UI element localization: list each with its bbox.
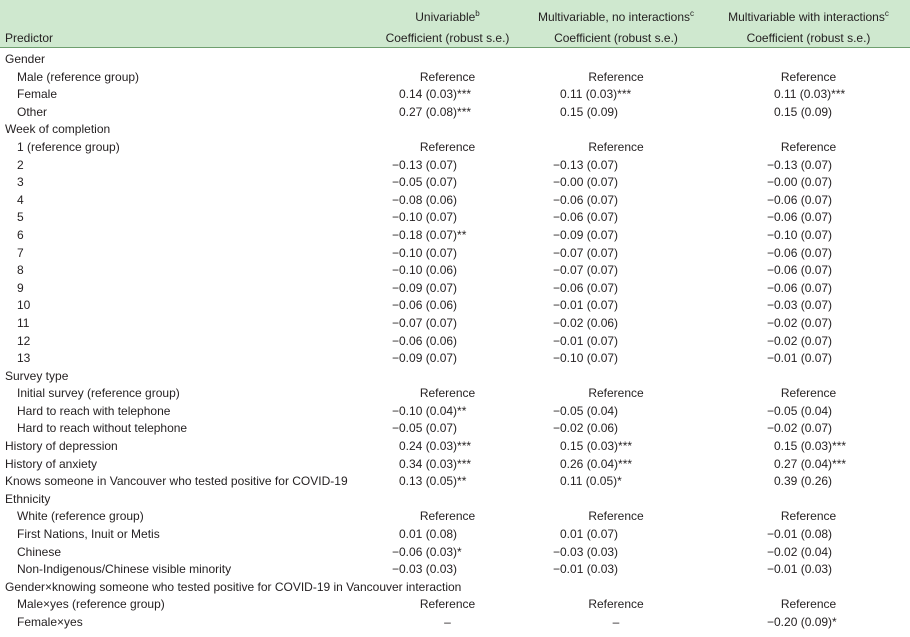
table-row <box>0 121 910 139</box>
univariable-value <box>370 48 525 69</box>
multivariable-no-interactions-value: −0.01 (0.03) <box>553 562 619 577</box>
univariable-value: −0.10 (0.06) <box>392 263 458 278</box>
table-row <box>0 385 910 403</box>
univariable-value: 0.24 (0.03)*** <box>399 439 472 454</box>
univariable-value: Reference <box>419 509 476 524</box>
multivariable-no-interactions-value: −0.02 (0.06) <box>553 315 619 330</box>
multivariable-no-interactions-value <box>525 121 707 139</box>
col-subheader-multivariable-with-interactions: Coefficient (robust s.e.) <box>746 31 871 45</box>
predictor-label: Chinese <box>17 544 62 559</box>
univariable-value <box>370 121 525 139</box>
univariable-value: 0.01 (0.08) <box>399 527 458 542</box>
predictor-label: Hard to reach with telephone <box>17 403 171 418</box>
multivariable-with-interactions-value <box>707 48 910 69</box>
table-row <box>0 280 910 298</box>
multivariable-no-interactions-value: 0.11 (0.05)* <box>560 474 622 489</box>
predictor-label: Ethnicity <box>5 491 51 506</box>
univariable-value: 0.27 (0.08)*** <box>399 104 472 119</box>
predictor-label: Male (reference group) <box>17 69 140 84</box>
multivariable-no-interactions-value: Reference <box>588 139 644 154</box>
predictor-label: 10 <box>17 298 31 313</box>
multivariable-no-interactions-value: 0.11 (0.03)*** <box>560 87 632 102</box>
table-row <box>0 456 910 474</box>
multivariable-with-interactions-value <box>707 491 910 509</box>
table-row <box>0 473 910 491</box>
multivariable-no-interactions-value: −0.01 (0.07) <box>553 298 619 313</box>
table-row <box>0 157 910 175</box>
multivariable-no-interactions-value: 0.26 (0.04)*** <box>560 456 633 471</box>
predictor-label: Hard to reach without telephone <box>17 421 188 436</box>
col-subheader-univariable: Coefficient (robust s.e.) <box>385 31 510 45</box>
predictor-label: 1 (reference group) <box>17 139 120 154</box>
predictor-label: History of depression <box>5 439 118 454</box>
multivariable-with-interactions-value: −0.10 (0.07) <box>767 227 833 242</box>
predictor-label: 11 <box>17 315 30 330</box>
univariable-value: −0.18 (0.07)** <box>392 227 467 242</box>
predictor-label: Gender <box>5 52 46 66</box>
table-row <box>0 192 910 210</box>
table-row <box>0 508 910 526</box>
univariable-value: 0.34 (0.03)*** <box>399 456 472 471</box>
multivariable-no-interactions-value: −0.07 (0.07) <box>553 263 619 278</box>
multivariable-with-interactions-value <box>707 121 910 139</box>
univariable-value: −0.05 (0.07) <box>392 175 458 190</box>
univariable-value: Reference <box>419 597 476 612</box>
multivariable-with-interactions-value: −0.06 (0.07) <box>767 192 833 207</box>
table-row <box>0 526 910 544</box>
multivariable-no-interactions-value: −0.05 (0.04) <box>553 403 619 418</box>
predictor-label: 13 <box>17 351 31 366</box>
univariable-value: −0.10 (0.07) <box>392 245 458 260</box>
multivariable-no-interactions-value: Reference <box>588 386 644 401</box>
univariable-value <box>370 491 525 509</box>
univariable-value: −0.07 (0.07) <box>392 315 458 330</box>
multivariable-no-interactions-value: −0.00 (0.07) <box>553 175 619 190</box>
multivariable-with-interactions-value: −0.06 (0.07) <box>767 280 833 295</box>
multivariable-no-interactions-value: – <box>612 615 620 629</box>
multivariable-no-interactions-value: −0.07 (0.07) <box>553 245 619 260</box>
table-row <box>0 368 910 386</box>
predictor-label: 12 <box>17 333 31 348</box>
table-row <box>0 561 910 579</box>
predictor-label: Other <box>17 104 48 119</box>
multivariable-with-interactions-value: 0.15 (0.03)*** <box>774 439 847 454</box>
table-row <box>0 579 910 597</box>
predictor-label: 3 <box>17 175 24 190</box>
univariable-value: −0.10 (0.04)** <box>392 403 467 418</box>
multivariable-with-interactions-value: −0.20 (0.09)* <box>767 615 837 629</box>
multivariable-with-interactions-value: 0.11 (0.03)*** <box>774 87 846 102</box>
multivariable-no-interactions-value: −0.06 (0.07) <box>553 280 619 295</box>
multivariable-no-interactions-value: Reference <box>588 597 644 612</box>
header-spacer <box>0 0 370 24</box>
multivariable-no-interactions-value: Reference <box>588 69 644 84</box>
predictor-label: Female <box>17 87 58 102</box>
predictor-label: 6 <box>17 227 24 242</box>
multivariable-with-interactions-value: Reference <box>780 509 837 524</box>
table-body <box>0 48 910 632</box>
univariable-value: Reference <box>419 139 476 154</box>
multivariable-with-interactions-value: −0.02 (0.07) <box>767 421 833 436</box>
multivariable-with-interactions-value: 0.15 (0.09) <box>774 104 833 119</box>
univariable-value: −0.06 (0.06) <box>392 298 458 313</box>
predictor-label: 2 <box>17 157 24 172</box>
multivariable-with-interactions-value: −0.05 (0.04) <box>767 403 833 418</box>
multivariable-no-interactions-value: −0.02 (0.06) <box>553 421 619 436</box>
multivariable-with-interactions-value: Reference <box>780 139 837 154</box>
multivariable-with-interactions-value: −0.02 (0.07) <box>767 315 833 330</box>
multivariable-no-interactions-value: −0.06 (0.07) <box>553 192 619 207</box>
multivariable-with-interactions-value: −0.00 (0.07) <box>767 175 833 190</box>
multivariable-no-interactions-value: 0.15 (0.09) <box>560 104 619 119</box>
multivariable-with-interactions-value <box>707 368 910 386</box>
table-row <box>0 86 910 104</box>
univariable-value: −0.13 (0.07) <box>392 157 458 172</box>
multivariable-no-interactions-value: 0.15 (0.03)*** <box>560 439 633 454</box>
multivariable-no-interactions-value: −0.01 (0.07) <box>553 333 619 348</box>
multivariable-with-interactions-value: −0.06 (0.07) <box>767 263 833 278</box>
multivariable-no-interactions-value: −0.09 (0.07) <box>553 227 619 242</box>
univariable-value: −0.08 (0.06) <box>392 192 458 207</box>
table-row <box>0 262 910 280</box>
multivariable-with-interactions-value: Reference <box>780 69 837 84</box>
col-header-multivariable-no-interactions: Multivariable, no interactions$^c$ <box>537 9 695 24</box>
multivariable-with-interactions-value: −0.01 (0.03) <box>767 562 833 577</box>
table-row <box>0 104 910 122</box>
multivariable-with-interactions-value: −0.01 (0.07) <box>767 351 833 366</box>
table-row <box>0 209 910 227</box>
multivariable-with-interactions-value: Reference <box>780 597 837 612</box>
predictor-label: Week of completion <box>5 122 111 137</box>
multivariable-no-interactions-value: −0.06 (0.07) <box>553 210 619 225</box>
univariable-value: Reference <box>419 69 476 84</box>
table-row <box>0 227 910 245</box>
multivariable-with-interactions-value: −0.02 (0.07) <box>767 333 833 348</box>
multivariable-with-interactions-value <box>707 579 910 597</box>
multivariable-with-interactions-value: −0.02 (0.04) <box>767 544 833 559</box>
table-row <box>0 438 910 456</box>
table-row <box>0 614 910 632</box>
univariable-value: −0.03 (0.03) <box>392 562 458 577</box>
predictor-label: Male×yes (reference group) <box>17 597 165 612</box>
predictor-label: Gender×knowing someone who tested positive for COVID-19 in Vancouver interaction <box>5 579 462 594</box>
table-row <box>0 403 910 421</box>
col-header-univariable: Univariable$^b$ <box>415 9 480 24</box>
univariable-value: – <box>444 615 451 629</box>
predictor-label: Survey type <box>5 368 69 383</box>
multivariable-with-interactions-value: Reference <box>780 386 837 401</box>
predictor-label: Knows someone in Vancouver who tested positive for COVID-19 <box>5 474 348 489</box>
table-row <box>0 544 910 562</box>
univariable-value: −0.09 (0.07) <box>392 280 458 295</box>
predictor-label: 4 <box>17 192 24 207</box>
univariable-value: −0.05 (0.07) <box>392 421 458 436</box>
predictor-label: Female×yes <box>17 615 83 629</box>
univariable-value: −0.10 (0.07) <box>392 210 458 225</box>
multivariable-no-interactions-value: −0.03 (0.03) <box>553 544 619 559</box>
table-row <box>0 333 910 351</box>
multivariable-no-interactions-value: −0.13 (0.07) <box>553 157 619 172</box>
multivariable-with-interactions-value: −0.03 (0.07) <box>767 298 833 313</box>
table-row <box>0 297 910 315</box>
predictor-label: Non-Indigenous/Chinese visible minority <box>17 562 232 577</box>
multivariable-with-interactions-value: 0.27 (0.04)*** <box>774 456 847 471</box>
multivariable-no-interactions-value <box>525 491 707 509</box>
univariable-value: −0.09 (0.07) <box>392 351 458 366</box>
predictor-label: History of anxiety <box>5 456 98 471</box>
col-header-predictor: Predictor <box>5 31 54 45</box>
table-header <box>0 0 910 48</box>
univariable-value: 0.14 (0.03)*** <box>399 87 472 102</box>
table-row <box>0 350 910 368</box>
predictor-label: 8 <box>17 263 24 278</box>
univariable-value: 0.13 (0.05)** <box>399 474 467 489</box>
predictor-label: 9 <box>17 280 24 295</box>
predictor-label: White (reference group) <box>17 509 144 524</box>
multivariable-no-interactions-value: Reference <box>588 509 644 524</box>
multivariable-with-interactions-value: −0.06 (0.07) <box>767 245 833 260</box>
col-header-multivariable-with-interactions: Multivariable with interactions$^c$ <box>728 9 889 24</box>
univariable-value <box>370 368 525 386</box>
table-row <box>0 174 910 192</box>
table-row <box>0 48 910 69</box>
multivariable-with-interactions-value: 0.39 (0.26) <box>774 474 833 489</box>
table-row <box>0 69 910 87</box>
predictor-label: 7 <box>17 245 24 260</box>
predictor-label: First Nations, Inuit or Metis <box>17 527 160 542</box>
table-row <box>0 245 910 263</box>
table-row <box>0 139 910 157</box>
table-row <box>0 315 910 333</box>
table-row <box>0 596 910 614</box>
col-subheader-multivariable-no-interactions: Coefficient (robust s.e.) <box>554 31 678 45</box>
table-row <box>0 491 910 509</box>
univariable-value: −0.06 (0.03)* <box>392 544 462 559</box>
multivariable-no-interactions-value: 0.01 (0.07) <box>560 527 619 542</box>
predictor-label: 5 <box>17 210 24 225</box>
multivariable-with-interactions-value: −0.01 (0.08) <box>767 527 833 542</box>
predictor-label: Initial survey (reference group) <box>17 386 180 401</box>
multivariable-no-interactions-value <box>525 368 707 386</box>
multivariable-no-interactions-value <box>525 579 707 597</box>
multivariable-with-interactions-value: −0.13 (0.07) <box>767 157 833 172</box>
univariable-value: −0.06 (0.06) <box>392 333 458 348</box>
table-row <box>0 420 910 438</box>
multivariable-no-interactions-value: −0.10 (0.07) <box>553 351 619 366</box>
multivariable-with-interactions-value: −0.06 (0.07) <box>767 210 833 225</box>
univariable-value: Reference <box>419 386 476 401</box>
multivariable-no-interactions-value <box>525 48 707 69</box>
